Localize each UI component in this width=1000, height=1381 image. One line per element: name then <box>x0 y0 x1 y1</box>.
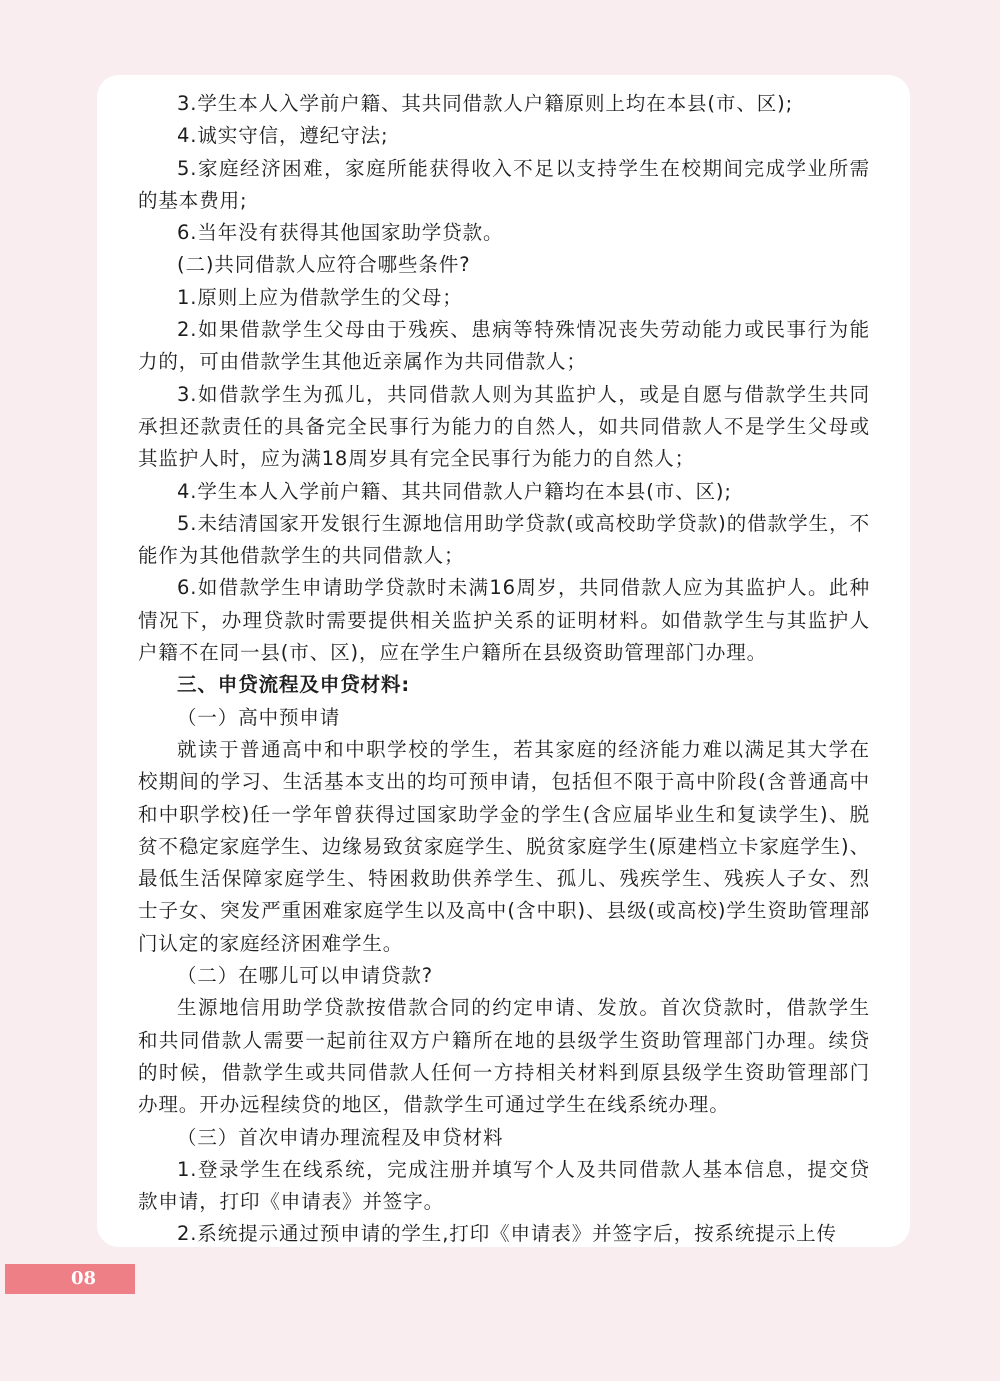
paragraph-pre-application: 就读于普通高中和中职学校的学生，若其家庭的经济能力难以满足其大学在校期间的学习、生活基本支出的均可预申请，包括但不限于高中阶段(含普通高中和中职学校)任一学年曾获得过国家助学金的学生(含应届毕业生和复读学生)、脱贫不稳定家庭学生、边缘易致贫家庭学生、脱贫家庭学生(原建档立卡家庭学生)、最低生活保障家庭学生、特困救助供养学生、孤儿、残疾学生、残疾人子女、烈士子女、突发严重困难家庭学生以及高中(含中职)、县级(或高校)学生资助管理部门认定的家庭经济困难学生。 <box>138 737 870 955</box>
paragraph-step-register: 1.登录学生在线系统，完成注册并填写个人及共同借款人基本信息，提交贷款申请，打印《申请表》并签字。 <box>138 1157 870 1214</box>
paragraph-requirement-household: 3.学生本人入学前户籍、其共同借款人户籍原则上均在本县(市、区); <box>177 92 794 115</box>
subheading-pre-application: （一）高中预申请 <box>177 705 341 729</box>
paragraph-co-borrower-unsettled: 5.未结清国家开发银行生源地信用助学贷款(或高校助学贷款)的借款学生，不能作为其他借款学生的共同借款人； <box>138 511 870 568</box>
paragraph-co-borrower-minor: 6.如借款学生申请助学贷款时未满16周岁，共同借款人应为其监护人。此种情况下，办理贷款时需要提供相关监护关系的证明材料。如借款学生与其监护人户籍不在同一县(市、区)，应在学生户籍所在县级资助管理部门办理。 <box>138 576 870 665</box>
paragraph-co-borrower-relatives: 2.如果借款学生父母由于残疾、患病等特殊情况丧失劳动能力或民事行为能力的，可由借款学生其他近亲属作为共同借款人； <box>138 318 870 374</box>
paragraph-co-borrower-orphan: 3.如借款学生为孤儿，共同借款人则为其监护人，或是自愿与借款学生共同承担还款责任的具备完全民事行为能力的自然人，如共同借款人不是学生父母或其监护人时，应为满18周岁具有完全民事行为能力的自然人； <box>138 382 870 471</box>
paragraph-step-upload: 2.系统提示通过预申请的学生,打印《申请表》并签字后，按系统提示上传 <box>177 1222 837 1246</box>
subheading-co-borrower-conditions: (二)共同借款人应符合哪些条件? <box>177 253 471 277</box>
paragraph-co-borrower-household: 4.学生本人入学前户籍、其共同借款人户籍均在本县(市、区); <box>177 479 732 503</box>
body-text <box>138 88 870 1251</box>
page-number: 08 <box>71 1268 97 1289</box>
paragraph-where-to-apply: 生源地信用助学贷款按借款合同的约定申请、发放。首次贷款时，借款学生和共同借款人需要一起前往双方户籍所在地的县级学生资助管理部门办理。续贷的时候，借款学生或共同借款人任何一方持相关材料到原县级学生资助管理部门办理。开办远程续贷的地区，借款学生可通过学生在线系统办理。 <box>138 996 870 1117</box>
paragraph-requirement-no-other-loan: 6.当年没有获得其他国家助学贷款。 <box>177 221 504 245</box>
subheading-where-to-apply: （二）在哪儿可以申请贷款? <box>177 964 434 988</box>
paragraph-co-borrower-parents: 1.原则上应为借款学生的父母； <box>177 285 463 309</box>
paragraph-requirement-honesty: 4.诚实守信，遵纪守法; <box>177 124 389 148</box>
section-heading-application-process: 三、申贷流程及申贷材料: <box>177 673 411 697</box>
page-number-tab <box>5 1264 135 1294</box>
subheading-first-application: （三）首次申请办理流程及申贷材料 <box>177 1125 504 1149</box>
paragraph-requirement-hardship: 5.家庭经济困难，家庭所能获得收入不足以支持学生在校期间完成学业所需的基本费用; <box>138 156 870 212</box>
